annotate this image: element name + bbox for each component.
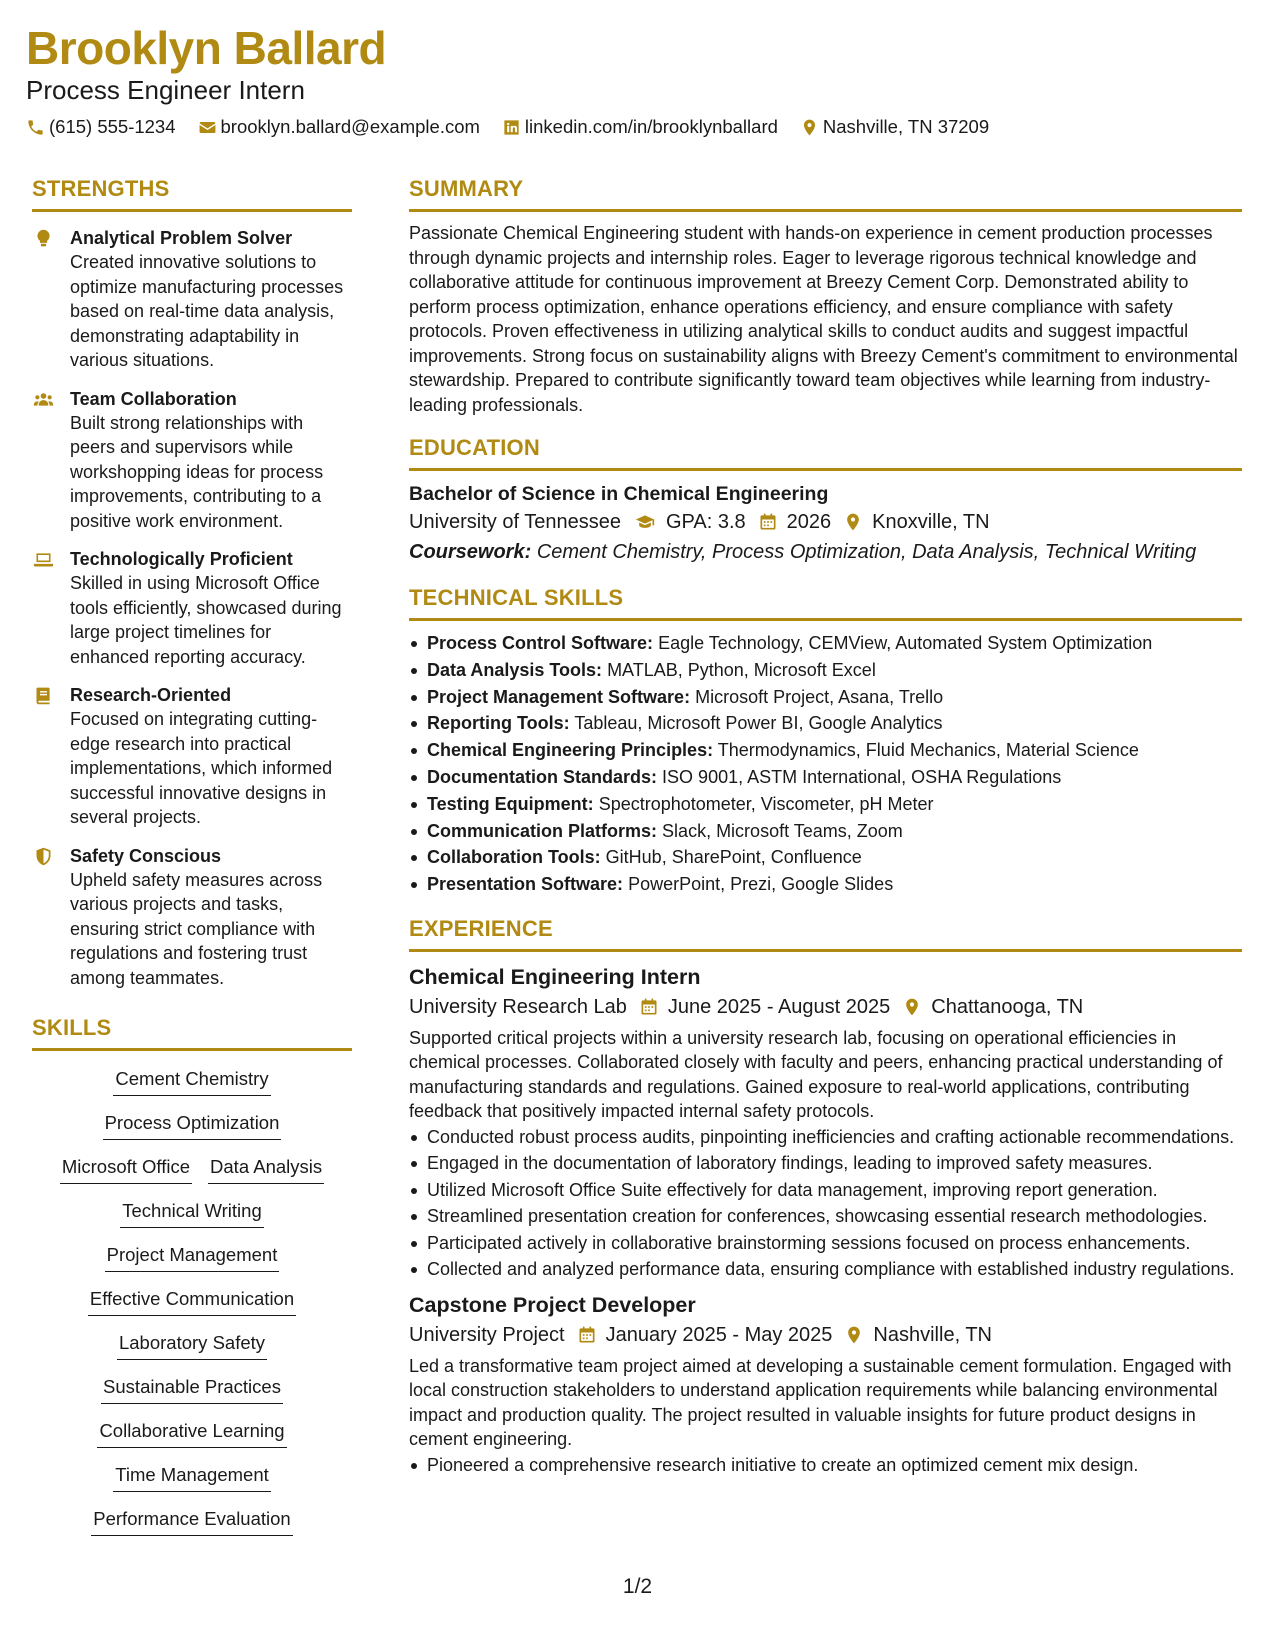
gpa-text: GPA: 3.8	[665, 511, 746, 533]
job-description: Led a transformative team project aimed at developing a sustainable cement formulation. Engaged with local construction stakeholders to understand application requirements while balancing environmental impact and production quality. The project resulted in valuable insights for future product designs in cement engineering.	[409, 1355, 1232, 1450]
list-item: Conducted robust process audits, pinpointing inefficiencies and crafting actionable recommendations.	[409, 1125, 1242, 1150]
job-org	[409, 992, 627, 1022]
candidate-role: Process Engineer Intern	[26, 75, 305, 105]
list-item: Streamlined presentation creation for conferences, showcasing essential research methodologies.	[409, 1204, 1242, 1229]
job-meta	[409, 1320, 1242, 1350]
list-item	[409, 844, 1242, 871]
strength-desc: Upheld safety measures across various projects and tasks, ensuring strict compliance with regulations and fostering trust among teammates.	[70, 869, 323, 988]
left-column	[32, 175, 352, 1549]
location-text: Nashville, TN	[873, 1323, 992, 1346]
strength-title: Technologically Proficient	[70, 549, 293, 569]
strengths-heading: STRENGTHS	[32, 175, 352, 212]
education-meta	[409, 507, 1242, 537]
page-indicator: 1/2	[622, 1575, 653, 1598]
list-item	[409, 871, 1242, 898]
list-item	[409, 710, 1242, 737]
skill-value: MATLAB, Python, Microsoft Excel	[607, 659, 876, 680]
coursework-text: Cement Chemistry, Process Optimization, Data Analysis, Technical Writing	[536, 541, 1197, 563]
envelope-icon	[198, 118, 217, 137]
location-text: Nashville, TN 37209	[822, 116, 990, 137]
summary-heading: SUMMARY	[409, 175, 1242, 212]
job-bullets	[409, 1453, 1242, 1478]
org-text: University Research Lab	[409, 995, 627, 1018]
strength-item	[32, 844, 352, 991]
contact-email[interactable]	[198, 116, 480, 138]
book-icon	[33, 685, 54, 706]
list-item	[409, 630, 1242, 657]
list-item	[409, 791, 1242, 818]
education-heading: EDUCATION	[409, 434, 1242, 471]
job-location	[902, 992, 1083, 1022]
location-text: Chattanooga, TN	[931, 995, 1084, 1018]
skill-tag: Time Management	[113, 1461, 271, 1492]
list-item	[409, 657, 1242, 684]
list-item	[409, 818, 1242, 845]
linkedin-icon	[502, 118, 521, 137]
skill-value: Eagle Technology, CEMView, Automated System Optimization	[658, 633, 1153, 653]
strength-item	[32, 683, 352, 830]
degree-title: Bachelor of Science in Chemical Engineering	[409, 483, 829, 505]
dates-text: June 2025 - August 2025	[667, 995, 891, 1018]
phone-icon	[26, 118, 45, 137]
skill-value: Spectrophotometer, Viscometer, pH Meter	[598, 793, 934, 814]
contact-phone[interactable]	[26, 116, 176, 138]
job-entry	[409, 962, 1242, 1282]
skill-value: Microsoft Project, Asana, Trello	[695, 686, 944, 707]
job-bullets	[409, 1125, 1242, 1282]
skill-label: Communication Platforms:	[427, 820, 658, 841]
strength-desc: Skilled in using Microsoft Office tools efficiently, showcased during large project timelines for enhanced reporting accuracy.	[70, 573, 342, 667]
calendar-icon	[639, 997, 659, 1017]
org-text: University Project	[409, 1323, 565, 1346]
skill-label: Presentation Software:	[427, 874, 624, 895]
dates-text: January 2025 - May 2025	[605, 1323, 833, 1346]
skills-heading: SKILLS	[32, 1014, 352, 1051]
email-text: brooklyn.ballard@example.com	[220, 116, 480, 137]
contact-bar	[26, 116, 1226, 138]
location-text: Knoxville, TN	[872, 511, 990, 533]
skill-value: Tableau, Microsoft Power BI, Google Analytics	[574, 713, 943, 734]
skill-tag: Effective Communication	[88, 1285, 296, 1316]
year-text: 2026	[786, 511, 832, 533]
right-column	[409, 175, 1242, 1479]
skill-tag: Project Management	[105, 1241, 280, 1272]
skill-label: Chemical Engineering Principles:	[427, 740, 714, 761]
strength-title: Research-Oriented	[70, 685, 232, 705]
users-icon	[33, 389, 54, 410]
contact-linkedin[interactable]	[502, 116, 778, 138]
list-item: Pioneered a comprehensive research initiative to create an optimized cement mix design.	[409, 1453, 1242, 1478]
list-item	[409, 737, 1242, 764]
skill-label: Collaboration Tools:	[427, 847, 601, 868]
list-item	[409, 764, 1242, 791]
job-description: Supported critical projects within a university research lab, focusing on operational efficiencies in chemical processes. Collaborated closely with faculty and peers, enhancing practical understanding of manufacturing standards and regulations. Gained exposure to real-world applications, contributing feedback that positively impacted internal safety protocols.	[409, 1027, 1223, 1122]
skill-label: Data Analysis Tools:	[427, 659, 603, 680]
skill-tag: Data Analysis	[208, 1153, 324, 1184]
list-item: Participated actively in collaborative brainstorming sessions focused on process enhancements.	[409, 1231, 1242, 1256]
skill-tag: Laboratory Safety	[117, 1329, 267, 1360]
coursework	[409, 537, 1242, 567]
strength-title: Team Collaboration	[70, 388, 237, 409]
skill-value: Slack, Microsoft Teams, Zoom	[662, 820, 903, 841]
strength-item	[32, 226, 352, 373]
technical-skills-heading: TECHNICAL SKILLS	[409, 584, 1242, 621]
list-item: Engaged in the documentation of laboratory findings, leading to improved safety measures.	[409, 1151, 1242, 1176]
skill-label: Documentation Standards:	[427, 766, 658, 787]
phone-text: (615) 555-1234	[49, 116, 176, 137]
school-text: University of Tennessee	[409, 511, 621, 533]
skill-tag: Process Optimization	[103, 1109, 282, 1140]
experience-heading: EXPERIENCE	[409, 915, 1242, 952]
list-item: Collected and analyzed performance data, ensuring compliance with established industry regulations.	[409, 1257, 1242, 1282]
skill-tag: Collaborative Learning	[97, 1417, 286, 1448]
laptop-icon	[33, 549, 54, 570]
skill-value: Thermodynamics, Fluid Mechanics, Material Science	[717, 740, 1139, 761]
strength-desc: Built strong relationships with peers and supervisors while workshopping ideas for process improvements, contributing to a positive work environment.	[70, 412, 324, 531]
linkedin-text: linkedin.com/in/brooklynballard	[524, 116, 778, 137]
school-location	[843, 507, 989, 537]
skill-label: Reporting Tools:	[427, 713, 570, 734]
strength-desc: Focused on integrating cutting-edge research into practical implementations, which informed successful innovative designs in several projects.	[70, 709, 333, 827]
grad-year	[758, 507, 832, 537]
strength-item	[32, 387, 352, 534]
skill-tag: Technical Writing	[120, 1197, 264, 1228]
strength-item	[32, 547, 352, 669]
skill-tag: Sustainable Practices	[101, 1373, 283, 1404]
job-dates	[639, 992, 890, 1022]
skill-tag: Microsoft Office	[60, 1153, 192, 1184]
calendar-icon	[577, 1325, 597, 1345]
gpa	[633, 507, 746, 537]
map-pin-icon	[902, 997, 922, 1017]
summary-text: Passionate Chemical Engineering student with hands-on experience in cement production processes through dynamic projects and internship roles. Eager to leverage rigorous technical knowledge and collaborative attitude for continuous improvement at Breezy Cement Corp. Demonstrated ability to perform process optimization, enhance operations efficiency, and ensure compliance with safety protocols. Proven effectiveness in utilizing analytical skills to conduct audits and suggest impactful improvements. Strong focus on sustainability aligns with Breezy Cement's commitment to environmental stewardship. Prepared to contribute significantly toward team objectives while learning from industry-leading professionals.	[409, 223, 1238, 415]
strength-title: Analytical Problem Solver	[70, 228, 293, 248]
list-item	[409, 684, 1242, 711]
map-pin-icon	[844, 1325, 864, 1345]
contact-location	[800, 116, 989, 138]
skills-list	[32, 1065, 352, 1536]
list-item: Utilized Microsoft Office Suite effectively for data management, improving report generation.	[409, 1178, 1242, 1203]
skill-value: PowerPoint, Prezi, Google Slides	[628, 874, 894, 895]
job-entry	[409, 1290, 1242, 1478]
skill-tag: Cement Chemistry	[113, 1065, 270, 1096]
skill-tag: Performance Evaluation	[91, 1505, 292, 1536]
graduation-cap-icon	[633, 512, 657, 532]
lightbulb-icon	[33, 228, 54, 249]
map-pin-icon	[843, 512, 863, 532]
strength-desc: Created innovative solutions to optimize manufacturing processes based on real-time data analysis, demonstrating adaptability in various situations.	[70, 252, 344, 370]
technical-skills-list	[409, 630, 1242, 898]
skill-value: GitHub, SharePoint, Confluence	[605, 847, 862, 868]
job-dates	[577, 1320, 833, 1350]
strength-title: Safety Conscious	[70, 845, 222, 866]
skill-label: Project Management Software:	[427, 686, 691, 707]
job-location	[844, 1320, 992, 1350]
skill-label: Process Control Software:	[427, 633, 654, 653]
job-org	[409, 1320, 565, 1350]
job-meta	[409, 992, 1242, 1022]
calendar-icon	[758, 512, 778, 532]
skill-value: ISO 9001, ASTM International, OSHA Regulations	[662, 766, 1062, 787]
job-title: Chemical Engineering Intern	[409, 964, 701, 989]
candidate-name: Brooklyn Ballard	[26, 22, 387, 74]
map-pin-icon	[800, 118, 819, 137]
resume-header	[26, 20, 1226, 138]
job-title: Capstone Project Developer	[409, 1292, 696, 1317]
coursework-label: Coursework:	[409, 541, 532, 563]
school-name	[409, 507, 621, 537]
shield-icon	[33, 846, 54, 867]
skill-label: Testing Equipment:	[427, 793, 594, 814]
